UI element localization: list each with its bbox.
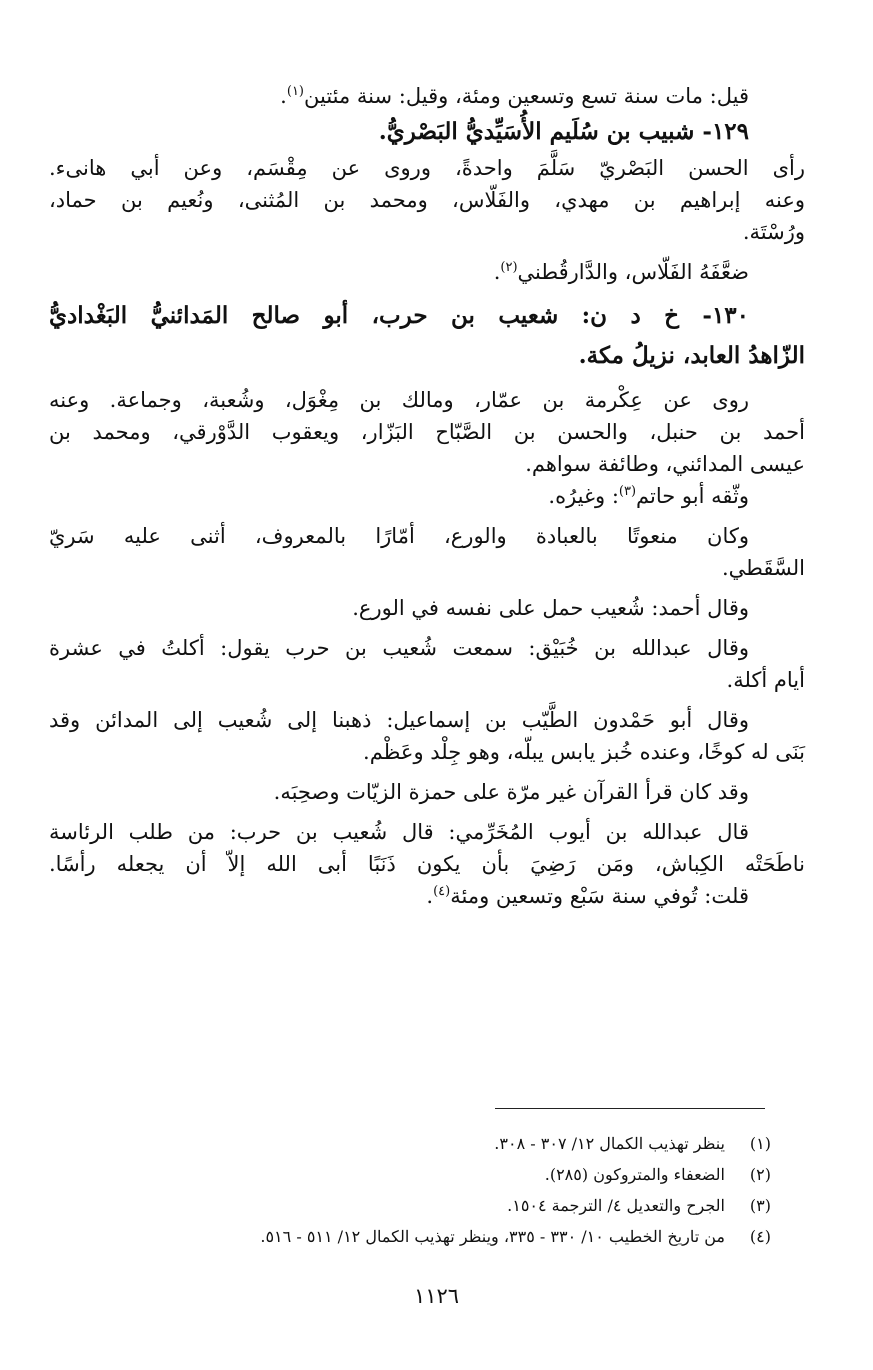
text-line: أحمد بن حنبل، والحسن بن الصَّبّاح البَزّار، ويعقوب الدَّوْرقي، ومحمد بن (49, 420, 805, 444)
text-line: وقال عبدالله بن خُبَيْق: سمعت شُعيب بن حرب يقول: أكلتُ في عشرة (49, 636, 749, 660)
text-line: بَنَى له كوخًا، وعنده خُبز يابس يبلّه، وهو جِلْد وعَظْم. (363, 740, 805, 764)
text-line: وقال أحمد: شُعيب حمل على نفسه في الورع. (352, 596, 749, 620)
footnote-ref: (١) (286, 84, 304, 99)
footnote-number: (٤) (749, 1227, 771, 1246)
footnote-number: (٢) (749, 1165, 771, 1184)
text-line: ضعَّفَهُ الفَلّاس، والدَّارقُطني$^{(٢)}$. (493, 260, 749, 284)
page-number: ١١٢٦ (413, 1284, 460, 1308)
text-line: قلت: تُوفي سنة سَبْع وتسعين ومئة$^{(٤)}$. (426, 884, 749, 908)
footnote-ref: (٤) (433, 884, 451, 899)
footnote: (٤)من تاريخ الخطيب ١٠/ ٣٣٠ - ٣٣٥، وينظر تهذيب الكمال ١٢/ ٥١١ - ٥١٦. (91, 1221, 771, 1252)
text-line: عيسى المدائني، وطائفة سواهم. (525, 452, 805, 476)
text-line: قال عبدالله بن أيوب المُخَرِّمي: قال شُعيب بن حرب: من طلب الرئاسة (49, 820, 749, 844)
text-line: السَّقَطي. (722, 556, 805, 580)
text-line: قيل: مات سنة تسع وتسعين ومئة، وقيل: سنة مئتين$^{(١)}$. (280, 84, 749, 108)
entry-heading-130: ١٣٠- خ د ن: شعيب بن حرب، أبو صالح المَدائنيُّ البَغْداديُّ (49, 302, 749, 329)
text-line: ورُسْتَة. (742, 220, 805, 244)
entry-heading-129: ١٢٩- شبيب بن سُلَيم الأُسَيِّديُّ البَصْريُّ. (378, 118, 749, 145)
text-line: أيام أكلة. (726, 668, 805, 692)
footnote: (٢)الضعفاء والمتروكون (٢٨٥). (91, 1159, 771, 1190)
text-line: ناطَحَتْه الكِباش، ومَن رَضِيَ بأن يكون ذَنَبًا أبى الله إلاّ أن يجعله رأسًا. (49, 852, 805, 876)
entry-heading-130-cont: الزّاهدُ العابد، نزيلُ مكة. (578, 342, 805, 369)
text-line: وقال أبو حَمْدون الطَّيّب بن إسماعيل: ذهبنا إلى شُعيب إلى المدائن وقد (49, 708, 749, 732)
footnote: (١)ينظر تهذيب الكمال ١٢/ ٣٠٧ - ٣٠٨. (91, 1128, 771, 1159)
footnote-number: (٣) (749, 1196, 771, 1215)
footnote-number: (١) (749, 1134, 771, 1153)
footnote-separator (495, 1108, 765, 1109)
main-text (49, 80, 805, 912)
footnotes (91, 1128, 771, 1252)
text-line: وكان منعوتًا بالعبادة والورع، أمّارًا بالمعروف، أثنى عليه سَريّ (49, 524, 749, 548)
footnote: (٣)الجرح والتعديل ٤/ الترجمة ١٥٠٤. (91, 1190, 771, 1221)
text-line: وعنه إبراهيم بن مهدي، والفَلّاس، ومحمد بن المُثنى، ونُعيم بن حماد، (49, 188, 805, 212)
footnote-ref: (٢) (500, 260, 518, 275)
text-line: وثّقه أبو حاتم$^{(٣)}$: وغيرُه. (548, 484, 749, 508)
text-line: وقد كان قرأ القرآن غير مرّة على حمزة الزيّات وصحِبَه. (273, 780, 749, 804)
footnote-ref: (٣) (618, 484, 637, 499)
text-line: رأى الحسن البَصْريّ سَلَّمَ واحدةً، وروى عن مِقْسَم، وعن أبي هانىء. (49, 156, 805, 180)
text-line: روى عن عِكْرمة بن عمّار، ومالك بن مِغْوَل، وشُعبة، وجماعة. وعنه (49, 388, 749, 412)
